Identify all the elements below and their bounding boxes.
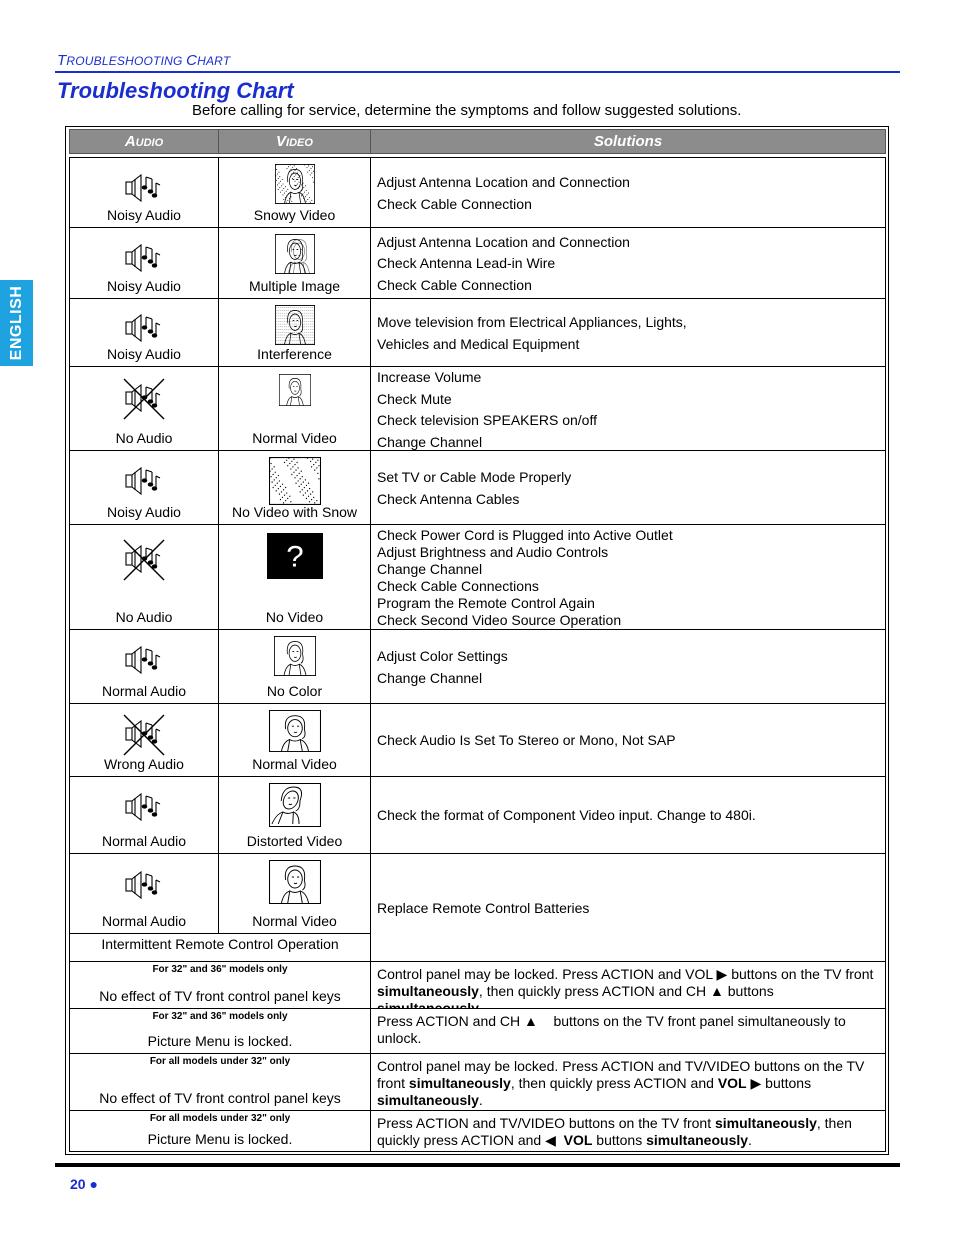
video-cell [218, 366, 371, 451]
solution-fragment: buttons [723, 983, 778, 999]
solution-fragment: Control panel may be locked. Press ACTION and TV/VIDEO buttons on the TV front [377, 1058, 869, 1091]
video-column-header: VIDEO [218, 129, 371, 154]
solution-line: Change Channel [377, 561, 483, 577]
solution-cell [370, 703, 886, 777]
video-cell [218, 853, 371, 934]
solutions-column-header: Solutions [370, 129, 886, 154]
panel-symptom-label: Picture Menu is locked. [147, 1033, 293, 1049]
solution-list [377, 172, 879, 215]
panel-symptom-cell [69, 961, 371, 1009]
solution-line: Check the format of Component Video input. Change to 480i. [377, 807, 756, 824]
video-cell [218, 629, 371, 704]
solution-list [377, 232, 879, 297]
solution-fragment [556, 1132, 564, 1148]
tv-picture-icon [279, 374, 311, 411]
solution-fragment: ▶ [716, 966, 728, 982]
solution-fragment: ◀ [545, 1132, 556, 1148]
solution-fragment: . [748, 1132, 752, 1148]
solution-fragment: simultaneously [377, 983, 479, 999]
solution-fragment: simultaneously [646, 1132, 749, 1148]
model-note: For 32" and 36" models only [152, 1011, 288, 1022]
video-cell [218, 227, 371, 299]
audio-cell [69, 157, 219, 228]
solution-list [377, 646, 879, 689]
caption-cell [69, 933, 371, 962]
solution-fragment: VOL [563, 1132, 593, 1148]
solution-cell [370, 524, 886, 630]
solution-line: Adjust Antenna Location and Connection [377, 174, 630, 190]
footer-rule [55, 1163, 900, 1167]
tv-picture-icon [269, 457, 321, 510]
speaker-icon [122, 864, 166, 913]
tv-picture-icon [269, 783, 321, 832]
audio-symptom-label: Noisy Audio [107, 504, 181, 520]
tv-picture-icon [274, 636, 316, 681]
solution-cell [370, 776, 886, 854]
video-symptom-label: No Color [266, 683, 323, 699]
solution-list [377, 730, 879, 752]
audio-symptom-label: Noisy Audio [107, 278, 181, 294]
panel-solution-text [377, 1058, 879, 1109]
intro-text: Before calling for service, determine the symptoms and follow suggested solutions. [192, 102, 742, 119]
solution-fragment: buttons on the TV front panel simultaneously to unlock. [377, 1013, 850, 1046]
solution-list [377, 312, 879, 355]
panel-solution-text [377, 1115, 879, 1149]
solution-line: Increase Volume [377, 369, 482, 385]
audio-symptom-label: No Audio [115, 430, 173, 446]
audio-symptom-label: Normal Audio [101, 913, 187, 929]
solution-line: Check Power Cord is Plugged into Active Outlet [377, 527, 673, 543]
no-audio-icon [122, 538, 166, 587]
solution-cell [370, 450, 886, 525]
solution-line: Check Second Video Source Operation [377, 612, 622, 628]
speaker-icon [122, 460, 166, 509]
audio-cell [69, 776, 219, 854]
audio-symptom-label: No Audio [115, 609, 173, 625]
solution-line: Check Audio Is Set To Stereo or Mono, Not SAP [377, 732, 676, 749]
video-cell [218, 298, 371, 367]
no-audio-icon [122, 713, 166, 762]
solution-fragment: simultaneously [714, 1115, 817, 1131]
audio-symptom-label: Wrong Audio [104, 756, 184, 772]
model-note: For 32" and 36" models only [152, 964, 288, 975]
panel-solution-cell [370, 1008, 886, 1054]
panel-symptom-label: Picture Menu is locked. [147, 1131, 293, 1147]
running-head: TROUBLESHOOTING CHART [57, 52, 231, 69]
audio-symptom-label: Noisy Audio [107, 207, 181, 223]
video-cell [218, 524, 371, 630]
audio-symptom-label: Normal Audio [101, 833, 187, 849]
question-mark-icon [267, 533, 323, 584]
solution-list [377, 367, 879, 453]
page-number: 20 ● [70, 1176, 98, 1192]
solution-fragment: ▲ [710, 983, 724, 999]
speaker-icon [122, 639, 166, 688]
solution-fragment: buttons on the TV front [727, 966, 878, 982]
panel-symptom-label: No effect of TV front control panel keys [99, 988, 341, 1004]
solution-list [377, 805, 879, 827]
video-cell [218, 776, 371, 854]
solution-fragment: buttons [592, 1132, 647, 1148]
solution-list [377, 527, 879, 629]
solution-fragment: Control panel may be locked. Press ACTION and VOL [377, 966, 717, 982]
solution-line: Program the Remote Control Again [377, 595, 595, 611]
page-title: Troubleshooting Chart [57, 78, 294, 103]
solution-fragment: Press ACTION and TV/VIDEO buttons on the TV front [377, 1115, 715, 1131]
solution-fragment: , then quickly press ACTION and CH [478, 983, 711, 999]
video-cell [218, 703, 371, 777]
svg-text:?: ? [285, 541, 304, 574]
solution-fragment: , then quickly press ACTION and [377, 1115, 856, 1148]
solution-line: Check Cable Connection [377, 195, 532, 212]
panel-symptom-cell [69, 1110, 371, 1152]
solution-line: Check Mute [377, 390, 452, 407]
tv-picture-icon [275, 164, 315, 209]
solution-cell [370, 629, 886, 704]
tv-picture-icon [275, 305, 315, 350]
video-symptom-label: Snowy Video [253, 207, 336, 223]
audio-symptom-label: Normal Audio [101, 683, 187, 699]
solution-line: Adjust Antenna Location and Connection [377, 233, 630, 250]
video-cell [218, 450, 371, 525]
solution-fragment: . [478, 1092, 483, 1108]
solution-line: Adjust Brightness and Audio Controls [377, 544, 609, 560]
solution-line: Vehicles and Medical Equipment [377, 335, 580, 352]
solution-line: Check Antenna Cables [377, 490, 520, 507]
solution-fragment: ▶ [750, 1075, 762, 1091]
solution-fragment: ▲ [524, 1013, 538, 1029]
video-symptom-label: No Video with Snow [231, 504, 358, 520]
video-symptom-label: Interference [257, 346, 332, 362]
panel-solution-text [377, 1013, 879, 1047]
tv-picture-icon [269, 710, 321, 757]
audio-cell [69, 853, 219, 934]
solution-cell [370, 853, 886, 962]
panel-symptom-label: No effect of TV front control panel keys [99, 1090, 341, 1106]
model-note: For all models under 32" only [149, 1056, 291, 1067]
audio-cell [69, 227, 219, 299]
audio-cell [69, 366, 219, 451]
solution-cell [370, 298, 886, 367]
audio-cell [69, 703, 219, 777]
solution-cell [370, 227, 886, 299]
model-note: For all models under 32" only [149, 1113, 291, 1124]
solution-list [377, 898, 879, 920]
solution-line: Check television SPEAKERS on/off [377, 412, 597, 428]
video-symptom-label: Multiple Image [248, 278, 341, 294]
audio-column-header: AUDIO [69, 129, 219, 154]
solution-cell [370, 157, 886, 228]
panel-solution-cell [370, 1110, 886, 1152]
solution-fragment: VOL [717, 1075, 747, 1091]
audio-cell [69, 629, 219, 704]
symptom-caption: Intermittent Remote Control Operation [101, 936, 339, 952]
solution-fragment: simultaneously [408, 1075, 511, 1091]
solution-fragment: , then quickly press ACTION and [510, 1075, 718, 1091]
solution-line: Change Channel [377, 669, 483, 686]
tv-picture-icon [269, 860, 321, 909]
language-tab: ENGLISH [0, 280, 33, 366]
solution-line: Adjust Color Settings [377, 648, 508, 664]
solution-line: Check Antenna Lead-in Wire [377, 255, 556, 272]
speaker-icon [122, 786, 166, 835]
panel-solution-cell [370, 1053, 886, 1111]
audio-symptom-label: Noisy Audio [107, 346, 181, 362]
solution-line: Set TV or Cable Mode Properly [377, 469, 572, 485]
solution-list [377, 467, 879, 510]
solution-line: Check Cable Connection [377, 276, 532, 293]
panel-symptom-cell [69, 1008, 371, 1054]
solution-cell [370, 366, 886, 451]
header-rule [55, 71, 900, 73]
tv-picture-icon [275, 234, 315, 279]
no-audio-icon [122, 377, 166, 426]
video-symptom-label: Normal Video [252, 756, 337, 772]
video-symptom-label: Normal Video [252, 430, 337, 446]
panel-symptom-cell [69, 1053, 371, 1111]
audio-cell [69, 298, 219, 367]
video-symptom-label: Normal Video [252, 913, 337, 929]
solution-fragment: buttons [761, 1075, 815, 1091]
panel-solution-cell [370, 961, 886, 1009]
video-symptom-label: Distorted Video [246, 833, 343, 849]
solution-fragment: simultaneously [377, 1092, 479, 1108]
video-cell [218, 157, 371, 228]
audio-cell [69, 524, 219, 630]
audio-cell [69, 450, 219, 525]
video-symptom-label: No Video [265, 609, 324, 625]
solution-line: Replace Remote Control Batteries [377, 899, 590, 916]
solution-line: Change Channel [377, 433, 483, 450]
solution-line: Move television from Electrical Appliances, Lights, [377, 314, 687, 330]
solution-fragment: Press ACTION and CH [377, 1013, 525, 1029]
solution-line: Check Cable Connections [377, 578, 539, 594]
